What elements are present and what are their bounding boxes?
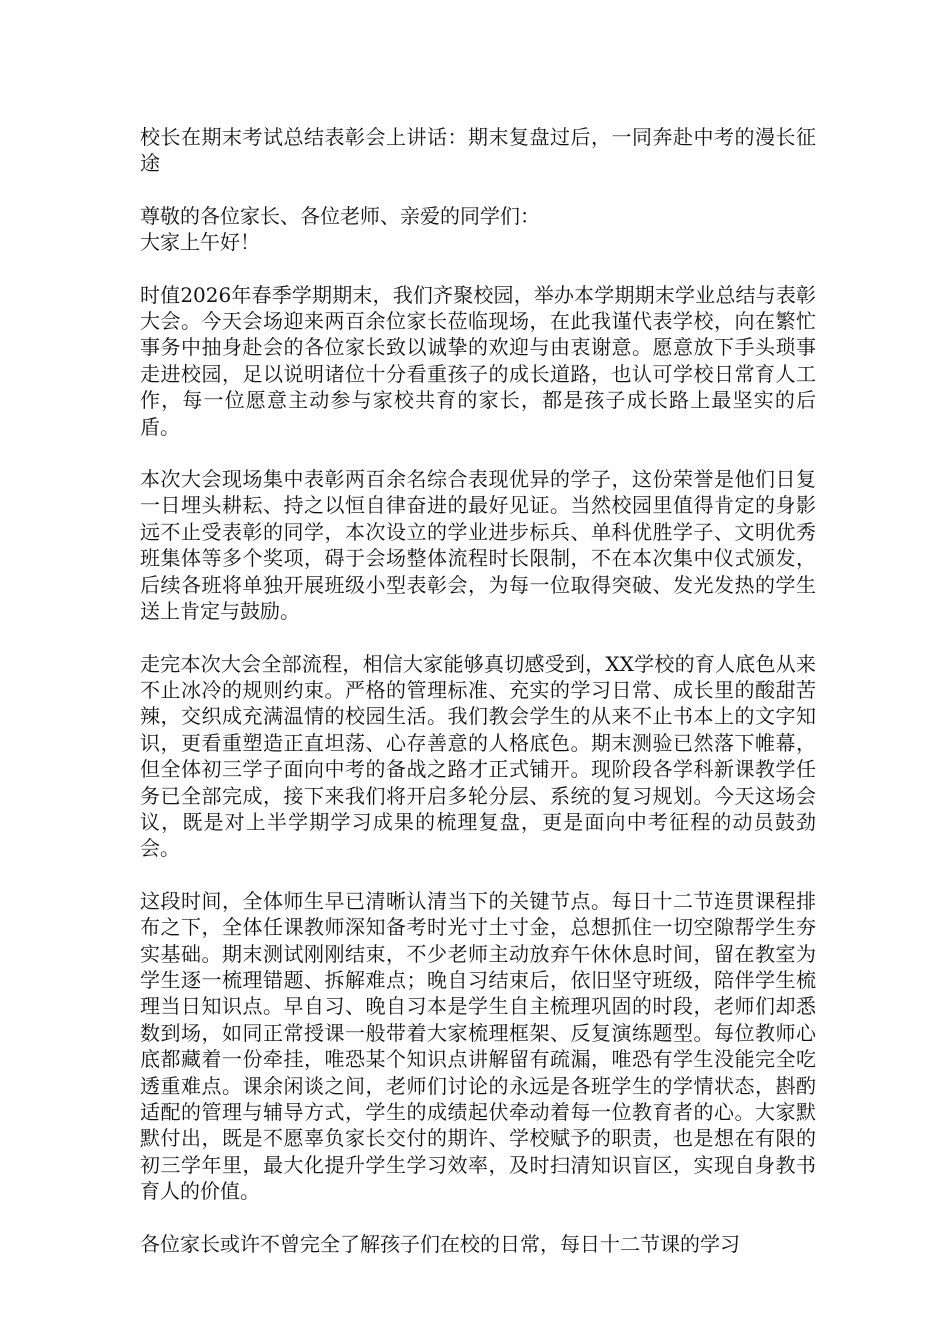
document-title: 校长在期末考试总结表彰会上讲话：期末复盘过后，一同奔赴中考的漫长征途 — [140, 125, 816, 176]
paragraph: 各位家长或许不曾完全了解孩子们在校的日常，每日十二节课的学习 — [140, 1231, 740, 1256]
paragraph: 走完本次大会全部流程，相信大家能够真切感受到，XX学校的育人底色从来不止冰冷的规则约束。严格的管理标准、充实的学习日常、成长里的酸甜苦辣，交织成充满温情的校园生活。我们教会学生的从来不止书本上的文字知识，更看重塑造正直坦荡、心存善意的人格底色。期末测验已然落下帷幕，但全体初三学子面向中考的备战之路才正式铺开。现阶段各学科新课教学任务已全部完成，接下来我们将开启多轮分层、系统的复习规划。今天这场会议，既是对上半学期学习成果的梳理复盘，更是面向中考征程的动员鼓劲会。 — [140, 651, 816, 861]
paragraph: 这段时间，全体师生早已清晰认清当下的关键节点。每日十二节连贯课程排布之下，全体任课教师深知备考时光寸土寸金，总想抓住一切空隙帮学生夯实基础。期末测试刚刚结束，不少老师主动放弃午休休息时间，留在教室为学生逐一梳理错题、拆解难点；晚自习结束后，依旧坚守班级，陪伴学生梳理当日知识点。早自习、晚自习本是学生自主梳理巩固的时段，老师们却悉数到场，如同正常授课一般带着大家梳理框架、反复演练题型。每位教师心底都藏着一份牵挂，唯恐某个知识点讲解留有疏漏，唯恐有学生没能完全吃透重难点。课余闲谈之间，老师们讨论的永远是各班学生的学情状态，斟酌适配的管理与辅导方式，学生的成绩起伏牵动着每一位教育者的心。大家默默付出，既是不愿辜负家长交付的期许、学校赋予的职责，也是想在有限的初三学年里，最大化提升学生学习效率，及时扫清知识盲区，实现自身教书育人的价值。 — [140, 888, 816, 1204]
paragraph: 时值2026年春季学期期末，我们齐聚校园，举办本学期期末学业总结与表彰大会。今天会场迎来两百余位家长莅临现场，在此我谨代表学校，向在繁忙事务中抽身赴会的各位家长致以诚挚的欢迎与由衷谢意。愿意放下手头琐事走进校园，足以说明诸位十分看重孩子的成长道路，也认可学校日常育人工作，每一位愿意主动参与家校共育的家长，都是孩子成长路上最坚实的后盾。 — [140, 282, 816, 439]
document-body — [140, 124, 816, 1283]
salutation: 尊敬的各位家长、各位老师、亲爱的同学们： 大家上午好！ — [140, 203, 540, 255]
paragraph: 本次大会现场集中表彰两百余名综合表现优异的学子，这份荣誉是他们日复一日埋头耕耘、持之以恒自律奋进的最好见证。当然校园里值得肯定的身影远不止受表彰的同学，本次设立的学业进步标兵、单科优胜学子、文明优秀班集体等多个奖项，碍于会场整体流程时长限制，不在本次集中仪式颁发，后续各班将单独开展班级小型表彰会，为每一位取得突破、发光发热的学生送上肯定与鼓励。 — [140, 467, 816, 624]
